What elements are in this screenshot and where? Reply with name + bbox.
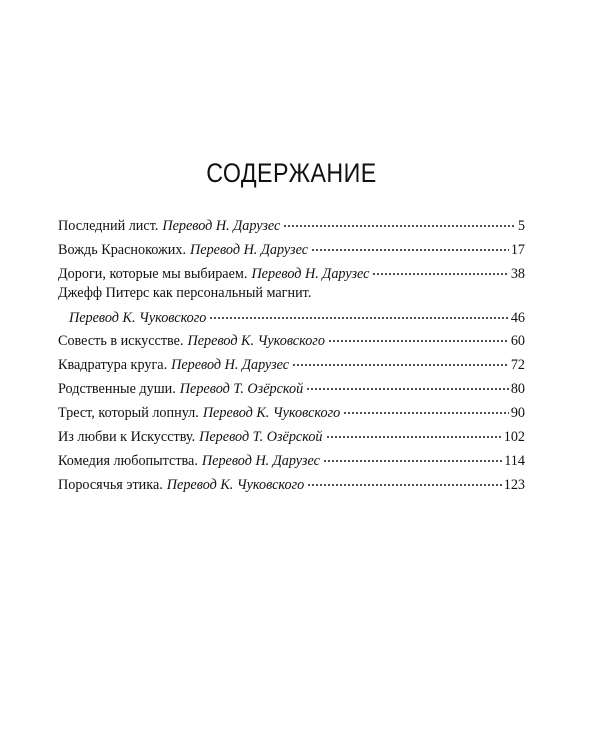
toc-entry: [58, 212, 525, 234]
toc-entry-translator: Перевод Н. Дарузес: [251, 266, 370, 282]
toc-entry-title: Трест, который лопнул.: [58, 405, 199, 421]
toc-entry-translator: Перевод К. Чуковского: [202, 405, 341, 421]
toc-entry-page: 38: [510, 266, 525, 282]
toc-entry: [58, 375, 525, 397]
toc-entry-page: 72: [510, 357, 525, 373]
dot-leader: [209, 304, 508, 322]
dot-leader: [311, 236, 509, 254]
toc-entry-translator: Перевод К. Чуковского: [187, 333, 325, 349]
dot-leader: [326, 423, 502, 441]
toc-entry-title: Поросячья этика.: [58, 477, 163, 493]
toc-entry: [58, 399, 525, 421]
dot-leader: [307, 471, 502, 489]
toc-entry-title: Из любви к Искусству.: [58, 429, 196, 445]
toc-entry-title: Дороги, которые мы выбираем.: [58, 266, 248, 282]
toc-entry-translator: Перевод Н. Дарузес: [190, 242, 308, 258]
toc-entry-translator: Перевод Н. Дарузес: [162, 218, 281, 234]
toc-entry-page: 46: [510, 310, 525, 326]
toc-entry-title: Совесть в искусстве.: [58, 333, 184, 349]
toc-entry-page: 123: [503, 477, 525, 493]
dot-leader: [372, 260, 508, 278]
toc-entry-title: Последний лист.: [58, 218, 159, 234]
toc-entry-translator: Перевод Т. Озёрской: [179, 381, 304, 397]
toc-entry: [58, 284, 525, 326]
toc-entry: [58, 236, 525, 258]
toc-entry-page: 5: [517, 218, 525, 234]
dot-leader: [292, 351, 509, 369]
toc-entry-translator: Перевод Т. Озёрской: [199, 429, 323, 445]
toc-entry-page: 114: [504, 453, 525, 469]
toc-entry-translator: Перевод Н. Дарузес: [201, 453, 320, 469]
dot-leader: [328, 327, 509, 345]
toc-entry-title: Родственные души.: [58, 381, 176, 397]
toc-entry: [58, 471, 525, 493]
dot-leader: [283, 212, 516, 230]
page-title: СОДЕРЖАНИЕ: [206, 158, 377, 188]
toc-entry-title: Комедия любопытства.: [58, 453, 198, 469]
toc-entry-page: 60: [510, 333, 525, 349]
toc-entry: [58, 447, 525, 469]
toc-entry: [58, 327, 525, 349]
dot-leader: [306, 375, 509, 393]
toc-entry-page: 90: [510, 405, 525, 421]
table-of-contents: [58, 212, 525, 495]
toc-entry: [58, 423, 525, 445]
toc-entry: [58, 351, 525, 373]
toc-entry: [58, 260, 525, 282]
toc-entry-title: Вождь Краснокожих.: [58, 242, 187, 258]
dot-leader: [323, 447, 502, 465]
dot-leader: [343, 399, 509, 417]
toc-entry-page: 102: [503, 429, 525, 445]
toc-entry-translator: Перевод Н. Дарузес: [171, 357, 290, 373]
toc-entry-page: 17: [510, 242, 525, 258]
toc-entry-page: 80: [510, 381, 525, 397]
toc-entry-title: Джефф Питерс как персональный магнит.: [58, 285, 312, 301]
toc-entry-translator: Перевод К. Чуковского: [166, 477, 305, 493]
toc-entry-translator: Перевод К. Чуковского: [69, 310, 207, 326]
toc-entry-title: Квадратура круга.: [58, 357, 168, 373]
